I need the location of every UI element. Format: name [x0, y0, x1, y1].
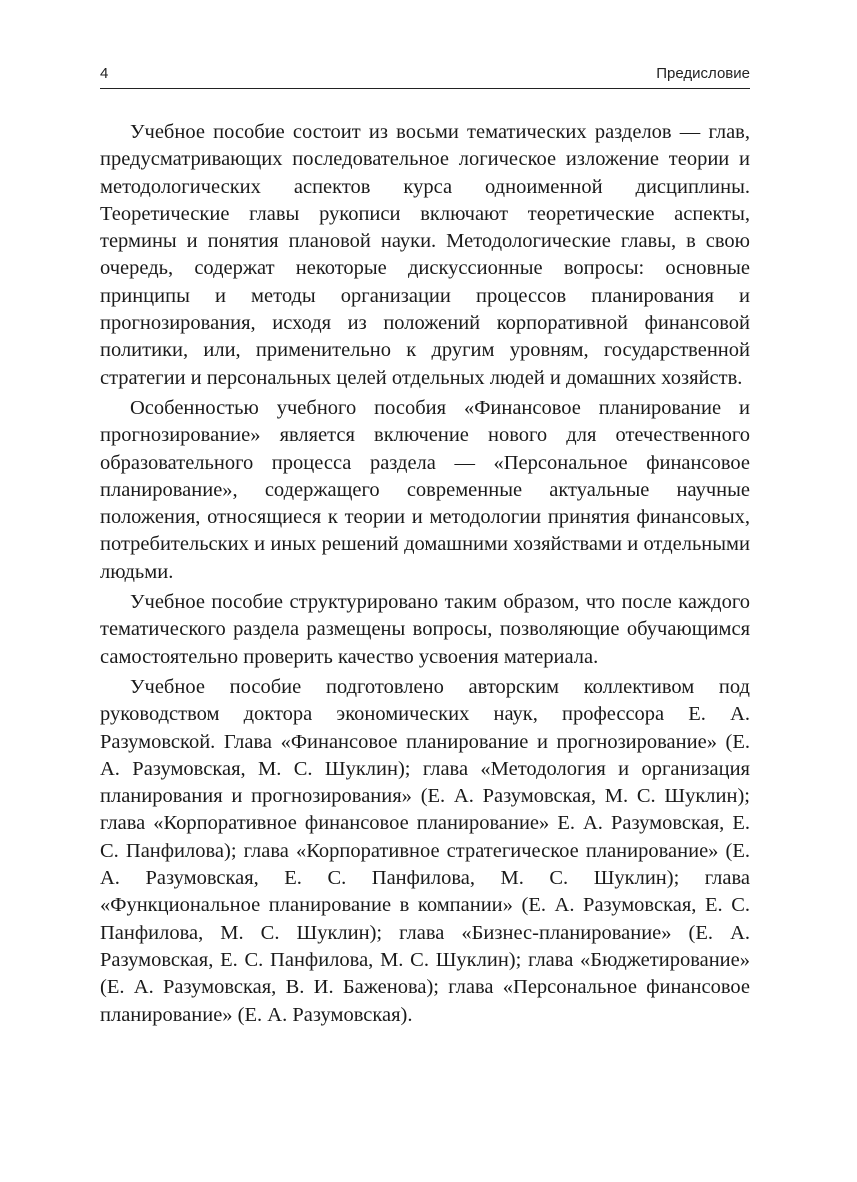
paragraph-authors: Учебное пособие подготовлено авторским коллективом под руководством доктора экономических наук, профессора Е. А. Разумовской. Глава «Финансовое планирование и прогнозирование» (Е. А. Разумовская, М. С. Шуклин); глава «Методология и организация планирования и прогнозирования» (Е. А. Разумовская, М. С. Шуклин); глава «Корпоративное финансовое планирование» Е. А. Разумовская, Е. С. Панфилова); глава «Корпоративное стратегическое планирование» (Е. А. Разумовская, Е. С. Панфилова, М. С. Шуклин); глава «Функциональное планирование в компании» (Е. А. Разумовская, Е. С. Панфилова, М. С. Шуклин); глава «Бизнес-планирование» (Е. А. Разумовская, Е. С. Панфилова, М. С. Шуклин); глава «Бюджетирование» (Е. А. Разумовская, В. И. Баженова); глава «Персональное финансовое планирование» (Е. А. Разумовская). — [100, 675, 750, 1026]
header-rule — [100, 88, 750, 89]
paragraph-questions: Учебное пособие структурировано таким образом, что после каждого тематического раздела размещены вопросы, позволяющие обучающимся самостоятельно проверить качество усвоения материала. — [100, 591, 750, 668]
body-text — [100, 119, 750, 1032]
book-page — [100, 0, 750, 1182]
running-head — [100, 62, 750, 86]
section-title: Предисловие — [656, 65, 750, 82]
paragraph-feature: Особенностью учебного пособия «Финансовое планирование и прогнозирование» является включение нового для отечественного образовательного процесса раздела — «Персональное финансовое планирование», содержащего современные актуальные научные положения, относящиеся к теории и методологии принятия финансовых, потребительских и иных решений домашними хозяйствами и отдельными людьми. — [100, 396, 750, 583]
page-number: 4 — [100, 65, 109, 82]
paragraph-structure: Учебное пособие состоит из восьми тематических разделов — глав, предусматривающих последовательное логическое изложение теории и методологических аспектов курса одноименной дисциплины. Теоретические главы рукописи включают теоретические аспекты, термины и понятия плановой науки. Методологические главы, в свою очередь, содержат некоторые дискуссионные вопросы: основные принципы и методы организации процессов планирования и прогнозирования, исходя из положений корпоративной финансовой политики, или, применительно к другим уровням, государственной стратегии и персональных целей отдельных людей и домашних хозяйств. — [100, 121, 750, 389]
